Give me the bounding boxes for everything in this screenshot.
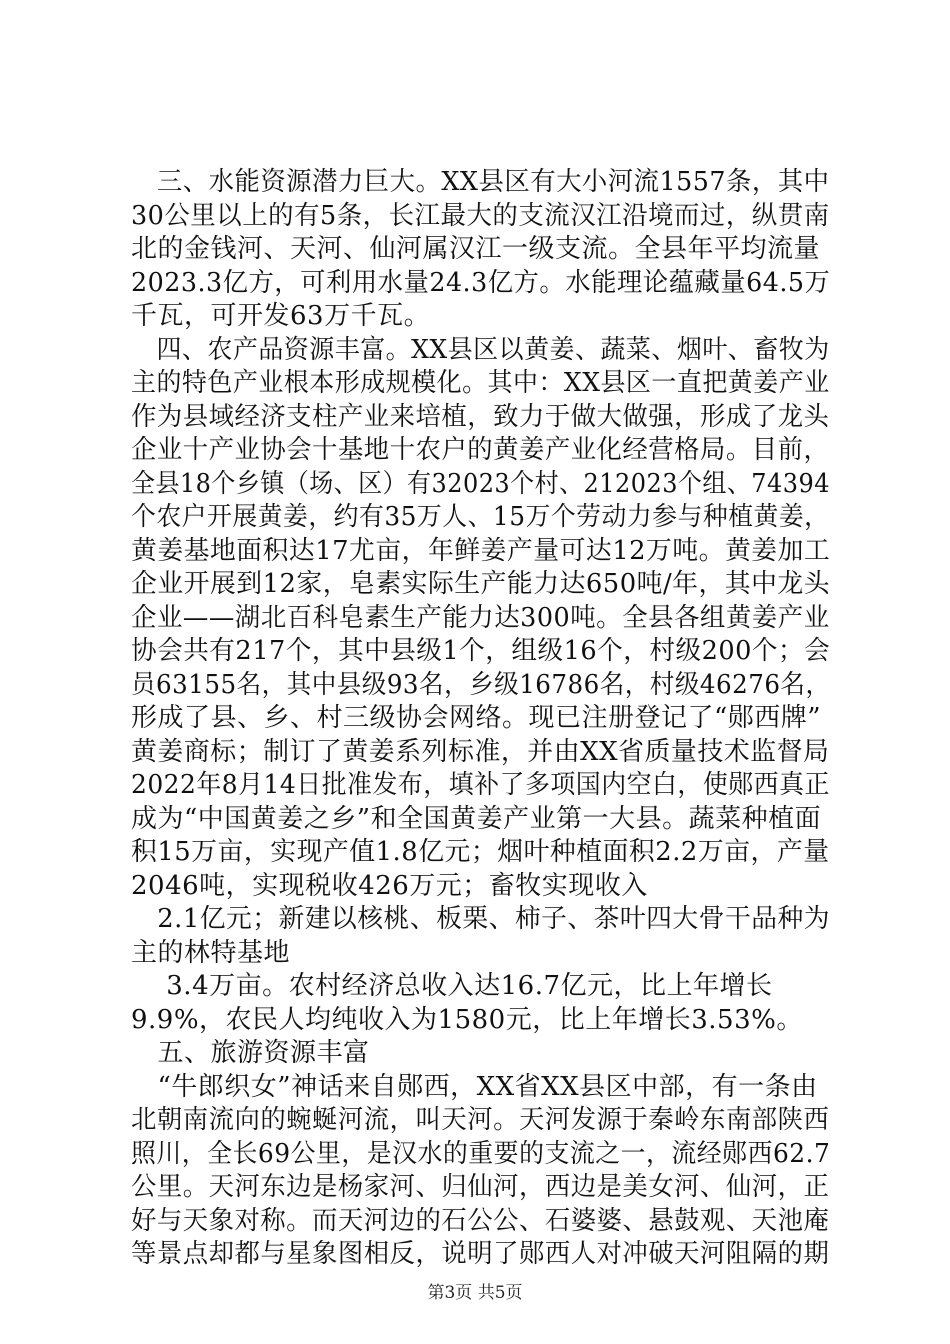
text-line: 黄姜商标；制订了黄姜系列标准，并由XX省质量技术监督局 [131, 736, 830, 767]
text-line: 等景点却都与星象图相反，说明了郧西人对冲破天河阻隔的期 [131, 1239, 830, 1269]
text-line: 3.4万亩。农村经济总收入达16.7亿元，比上年增长 [131, 971, 773, 1001]
text-line: 全县18个乡镇（场、区）有32023个村、212023个组、74394 [131, 468, 830, 499]
text-line: 员63155名，其中县级93名，乡级16786名，村级46276名， [131, 669, 831, 700]
text-line: 公里。天河东边是杨家河、归仙河，西边是美女河、仙河，正 [131, 1172, 830, 1202]
text-line: 协会共有217个，其中县级1个，组级16个，村级200个；会 [131, 636, 831, 666]
text-line: 企业开展到12家，皂素实际生产能力达650吨/年，其中龙头 [131, 569, 831, 599]
text-line: 作为县域经济支柱产业来培植，致力于做大做强，形成了龙头 [131, 401, 830, 432]
text-line: 北朝南流向的蜿蜒河流，叫天河。天河发源于秦岭东南部陕西 [131, 1105, 830, 1135]
text-line: 黄姜基地面积达17尤亩，年鲜姜产量可达12万吨。黄姜加工 [131, 535, 831, 566]
text-line: 30公里以上的有5条，长江最大的支流汉江沿境而过，纵贯南 [131, 200, 830, 231]
text-line: 形成了县、乡、村三级协会网络。现已注册登记了“郧西牌” [131, 703, 822, 733]
text-line: 2.1亿元；新建以核桃、板栗、柿子、茶叶四大骨干品种为 [131, 904, 831, 934]
text-line: 主的林特基地 [131, 937, 291, 968]
text-line: 三、水能资源潜力巨大。XX县区有大小河流1557条，其中 [131, 167, 830, 197]
text-line: 千瓦，可开发63万千瓦。 [131, 301, 431, 331]
text-line: 企业十产业协会十基地十农户的黄姜产业化经营格局。目前， [131, 435, 830, 465]
text-line: 2023.3亿方，可利用水量24.3亿方。水能理论蕴藏量64.5万 [131, 267, 831, 298]
text-line: 四、农产品资源丰富。XX县区以黄姜、蔬菜、烟叶、畜牧为 [131, 334, 830, 365]
text-line: 积15万亩，实现产值1.8亿元；烟叶种植面积2.2万亩，产量 [131, 837, 830, 867]
text-line: 9.9%，农民人均纯收入为1580元，比上年增长3.53%。 [131, 1004, 803, 1035]
text-line: 成为“中国黄姜之乡”和全国黄姜产业第一大县。蔬菜种植面 [131, 803, 822, 834]
text-line: 照川，全长69公里，是汉水的重要的支流之一，流经郧西62.7 [131, 1138, 831, 1169]
text-line: 个农户开展黄姜，约有35万人、15万个劳动力参与种植黄姜， [131, 502, 830, 532]
text-line: 北的金钱河、天河、仙河属汉江一级支流。全县年平均流量 [131, 234, 821, 264]
text-line: 企业——湖北百科皂素生产能力达300吨。全县各组黄姜产业 [131, 602, 830, 633]
text-line: 好与天象对称。而天河边的石公公、石婆婆、悬鼓观、天池庵 [131, 1205, 830, 1236]
text-line: 五、旅游资源丰富 [131, 1038, 370, 1068]
text-line: 2046吨，实现税收426万元；畜牧实现收入 [131, 870, 648, 901]
text-line: 主的特色产业根本形成规模化。其中：XX县区一直把黄姜产业 [131, 368, 830, 398]
text-line: 2022年8月14日批准发布，填补了多项国内空白，使郧西真正 [131, 770, 830, 800]
text-line: “牛郎织女”神话来自郧西，XX省XX县区中部，有一条由 [131, 1071, 818, 1102]
page-number: 第3页 共5页 [427, 1283, 523, 1303]
